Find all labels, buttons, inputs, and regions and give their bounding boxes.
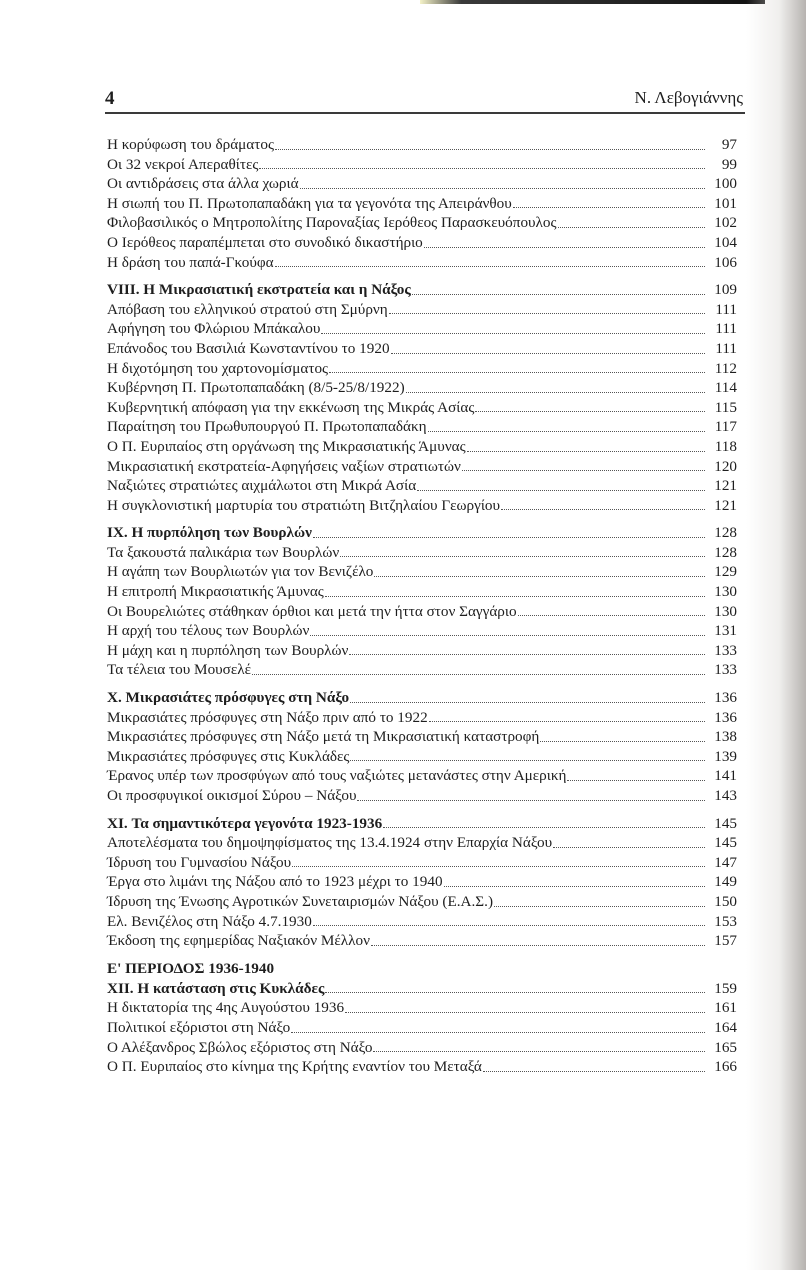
dot-leader	[292, 866, 705, 867]
dot-leader	[444, 886, 705, 887]
entry-page-number: 106	[714, 253, 737, 271]
entry-page-number: 131	[714, 622, 737, 640]
dot-leader	[494, 906, 705, 907]
toc-section	[107, 280, 737, 515]
entry-title: Η διχοτόμηση του χαρτονομίσματος	[107, 359, 329, 377]
toc-entry	[107, 872, 737, 892]
entry-page-number: 121	[714, 477, 737, 495]
page-edge-strip	[420, 0, 765, 4]
toc-entry	[107, 1018, 737, 1038]
entry-page-number: 111	[715, 300, 737, 318]
toc-entry	[107, 562, 737, 582]
entry-page-number: 138	[714, 728, 737, 746]
dot-leader	[428, 431, 705, 432]
entry-title: Η αρχή του τέλους των Βουρλών	[107, 622, 310, 640]
entry-page-number: 128	[714, 543, 737, 561]
entry-title: Έρανος υπέρ των προσφύγων από τους ναξιώτες μετανάστες στην Αμερική	[107, 767, 567, 785]
entry-title: Απόβαση του ελληνικού στρατού στη Σμύρνη	[107, 300, 388, 318]
entry-page-number: 100	[714, 175, 737, 193]
entry-title: Η αγάπη των Βουρλιωτών για τον Βενιζέλο	[107, 563, 374, 581]
dot-leader	[252, 674, 705, 675]
dot-leader	[275, 149, 705, 150]
toc-entry	[107, 253, 737, 273]
dot-leader	[417, 490, 705, 491]
dot-leader	[325, 992, 705, 993]
entry-title: Έργα στο λιμάνι της Νάξου από το 1923 μέχρι το 1940	[107, 873, 443, 891]
toc-entry	[107, 135, 737, 155]
toc-entry	[107, 194, 737, 214]
dot-leader	[275, 266, 705, 267]
dot-leader	[540, 741, 705, 742]
entry-page-number: 115	[714, 398, 737, 416]
dot-leader	[412, 294, 705, 295]
dot-leader	[518, 615, 705, 616]
entry-page-number: 129	[714, 563, 737, 581]
entry-page-number: 130	[714, 602, 737, 620]
toc-entry	[107, 786, 737, 806]
toc-entry	[107, 892, 737, 912]
toc-entry	[107, 378, 737, 398]
entry-page-number: 143	[714, 787, 737, 804]
toc-section	[107, 523, 737, 680]
entry-title: Τα ξακουστά παλικάρια των Βουρλών	[107, 543, 340, 561]
entry-title: Οι Βουρελιώτες στάθηκαν όρθιοι και μετά την ήττα στον Σαγγάριο	[107, 602, 517, 620]
dot-leader	[321, 333, 705, 334]
entry-title: Φιλοβασιλικός ο Μητροπολίτης Παροναξίας Ιερόθεος Παρασκευόπουλος	[107, 214, 557, 232]
toc-entry	[107, 319, 737, 339]
dot-leader	[553, 847, 705, 848]
toc-entry	[107, 853, 737, 873]
toc-entry	[107, 1038, 737, 1058]
toc-entry	[107, 417, 737, 437]
dot-leader	[513, 207, 705, 208]
toc-entry	[107, 766, 737, 786]
dot-leader	[350, 702, 705, 703]
chapter-title: VIII. Η Μικρασιατική εκστρατεία και η Νάξος	[107, 281, 411, 299]
toc-entry	[107, 660, 737, 680]
dot-leader	[349, 654, 705, 655]
entry-title: Μικρασιατική εκστρατεία-Αφηγήσεις ναξίων στρατιωτών	[107, 457, 461, 475]
dot-leader	[310, 635, 705, 636]
entry-title: Η σιωπή του Π. Πρωτοπαπαδάκη για τα γεγονότα της Απειράνθου	[107, 194, 512, 212]
toc-entry	[107, 359, 737, 379]
entry-title: Η δικτατορία της 4ης Αυγούστου 1936	[107, 999, 345, 1017]
dot-leader	[340, 556, 705, 557]
entry-title: Ίδρυση του Γυμνασίου Νάξου	[107, 853, 292, 871]
dot-leader	[371, 945, 705, 946]
toc-entry	[107, 543, 737, 563]
entry-page-number: 99	[721, 155, 737, 173]
entry-page-number: 161	[714, 999, 737, 1017]
dot-leader	[300, 188, 705, 189]
toc-entry	[107, 727, 737, 747]
entry-page-number: 136	[714, 689, 737, 707]
entry-title: Κυβέρνηση Π. Πρωτοπαπαδάκη (8/5-25/8/1922)	[107, 379, 405, 397]
dot-leader	[350, 760, 705, 761]
entry-page-number: 130	[714, 583, 737, 601]
entry-page-number: 117	[714, 418, 737, 436]
toc-section	[107, 688, 737, 806]
toc-chapter-entry	[107, 280, 737, 300]
dot-leader	[374, 576, 705, 577]
toc-entry	[107, 998, 737, 1018]
dot-leader	[567, 780, 705, 781]
toc-entry	[107, 931, 737, 951]
entry-title: Αφήγηση του Φλώριου Μπάκαλου	[107, 320, 321, 338]
toc-entry	[107, 912, 737, 932]
toc-chapter-entry	[107, 979, 737, 999]
dot-leader	[259, 168, 705, 169]
toc-chapter-entry	[107, 688, 737, 708]
entry-page-number: 136	[714, 708, 737, 726]
dot-leader	[345, 1012, 705, 1013]
entry-page-number: 118	[714, 437, 737, 455]
entry-title: Κυβερνητική απόφαση για την εκκένωση της Μικράς Ασίας	[107, 398, 475, 416]
dot-leader	[357, 800, 705, 801]
entry-title: Οι 32 νεκροί Απεραθίτες	[107, 155, 259, 173]
toc-chapter-entry	[107, 814, 737, 834]
entry-page-number: 133	[714, 641, 737, 659]
entry-title: Ο Ιερόθεος παραπέμπεται στο συνοδικό δικαστήριο	[107, 233, 423, 251]
toc-entry	[107, 602, 737, 622]
entry-page-number: 111	[715, 320, 737, 338]
dot-leader	[483, 1071, 705, 1072]
entry-title: Ίδρυση της Ένωσης Αγροτικών Συνεταιρισμών Νάξου (Ε.Α.Σ.)	[107, 892, 493, 910]
toc-chapter-entry	[107, 523, 737, 543]
toc-entry	[107, 621, 737, 641]
entry-page-number: 112	[714, 359, 737, 377]
entry-title: Ο Αλέξανδρος Σβώλος εξόριστος στη Νάξο	[107, 1038, 373, 1056]
toc-entry	[107, 833, 737, 853]
toc-entry	[107, 457, 737, 477]
toc-section	[107, 135, 737, 272]
entry-page-number: 145	[714, 814, 737, 832]
entry-title: Οι αντιδράσεις στα άλλα χωριά	[107, 175, 299, 193]
entry-title: Η κορύφωση του δράματος	[107, 136, 274, 153]
page-number: 4	[105, 88, 115, 109]
dot-leader	[383, 827, 705, 828]
entry-page-number: 104	[714, 233, 737, 251]
entry-page-number: 141	[714, 767, 737, 785]
dot-leader	[313, 925, 705, 926]
toc-entry	[107, 339, 737, 359]
dot-leader	[291, 1032, 705, 1033]
toc-entry	[107, 708, 737, 728]
dot-leader	[475, 411, 705, 412]
dot-leader	[406, 392, 705, 393]
entry-title: Μικρασιάτες πρόσφυγες στις Κυκλάδες	[107, 747, 350, 765]
entry-title: Ο Π. Ευριπαίος στη οργάνωση της Μικρασιατικής Άμυνας	[107, 437, 466, 455]
author-name: Ν. Λεβογιάννης	[634, 88, 743, 107]
toc-section	[107, 814, 737, 951]
entry-page-number: 139	[714, 747, 737, 765]
entry-page-number: 145	[714, 834, 737, 852]
entry-title: Η δράση του παπά-Γκούφα	[107, 253, 274, 271]
chapter-title: X. Μικρασιάτες πρόσφυγες στη Νάξο	[107, 689, 350, 707]
entry-title: Ο Π. Ευριπαίος στο κίνημα της Κρήτης εναντίον του Μεταξά	[107, 1058, 482, 1076]
entry-title: Ελ. Βενιζέλος στη Νάξο 4.7.1930	[107, 912, 312, 930]
page-gutter-shadow	[746, 0, 806, 1270]
entry-title: Παραίτηση του Πρωθυπουργού Π. Πρωτοπαπαδάκη	[107, 418, 427, 436]
dot-leader	[558, 227, 705, 228]
dot-leader	[429, 721, 705, 722]
entry-page-number: 157	[714, 932, 737, 950]
dot-leader	[373, 1051, 705, 1052]
chapter-title: XI. Τα σημαντικότερα γεγονότα 1923-1936	[107, 814, 383, 832]
toc-entry	[107, 1057, 737, 1077]
entry-title: Τα τέλεια του Μουσελέ	[107, 661, 251, 679]
entry-page-number: 159	[714, 979, 737, 997]
entry-title: Μικρασιάτες πρόσφυγες στη Νάξο πριν από το 1922	[107, 708, 428, 726]
entry-page-number: 97	[721, 136, 737, 153]
entry-page-number: 133	[714, 661, 737, 679]
entry-page-number: 109	[714, 281, 737, 299]
entry-page-number: 149	[714, 873, 737, 891]
table-of-contents	[107, 135, 737, 1085]
entry-title: Η επιτροπή Μικρασιατικής Άμυνας	[107, 583, 324, 601]
toc-entry	[107, 233, 737, 253]
entry-page-number: 120	[714, 457, 737, 475]
entry-page-number: 165	[714, 1038, 737, 1056]
entry-page-number: 164	[714, 1018, 737, 1036]
toc-entry	[107, 747, 737, 767]
dot-leader	[424, 247, 705, 248]
entry-page-number: 121	[714, 496, 737, 514]
running-header	[105, 88, 745, 114]
dot-leader	[391, 353, 705, 354]
toc-entry	[107, 476, 737, 496]
entry-page-number: 114	[714, 379, 737, 397]
toc-entry	[107, 437, 737, 457]
dot-leader	[313, 537, 705, 538]
entry-title: Έκδοση της εφημερίδας Ναξιακόν Μέλλον	[107, 932, 370, 950]
entry-page-number: 150	[714, 892, 737, 910]
toc-entry	[107, 300, 737, 320]
toc-entry	[107, 582, 737, 602]
chapter-title: XII. Η κατάσταση στις Κυκλάδες	[107, 979, 325, 997]
toc-section	[107, 959, 737, 1077]
entry-title: Η μάχη και η πυρπόληση των Βουρλών	[107, 641, 349, 659]
entry-title: Επάνοδος του Βασιλιά Κωνσταντίνου το 1920	[107, 339, 390, 357]
toc-entry	[107, 155, 737, 175]
entry-title: Οι προσφυγικοί οικισμοί Σύρου – Νάξου	[107, 787, 357, 804]
toc-entry	[107, 641, 737, 661]
toc-entry	[107, 213, 737, 233]
dot-leader	[325, 596, 705, 597]
toc-entry	[107, 174, 737, 194]
dot-leader	[467, 451, 705, 452]
entry-page-number: 128	[714, 524, 737, 542]
entry-page-number: 102	[714, 214, 737, 232]
entry-title: Μικρασιάτες πρόσφυγες στη Νάξο μετά τη Μικρασιατική καταστροφή	[107, 728, 540, 746]
chapter-title: IX. Η πυρπόληση των Βουρλών	[107, 524, 312, 542]
entry-title: Αποτελέσματα του δημοψηφίσματος της 13.4.1924 στην Επαρχία Νάξου	[107, 834, 553, 852]
entry-page-number: 153	[714, 912, 737, 930]
entry-page-number: 147	[714, 853, 737, 871]
entry-page-number: 166	[714, 1058, 737, 1076]
entry-page-number: 111	[715, 339, 737, 357]
entry-title: Η συγκλονιστική μαρτυρία του στρατιώτη Βιτζηλαίου Γεωργίου	[107, 496, 501, 514]
toc-entry	[107, 496, 737, 516]
dot-leader	[501, 509, 705, 510]
period-heading: Ε' ΠΕΡΙΟΔΟΣ 1936-1940	[107, 959, 275, 977]
entry-title: Πολιτικοί εξόριστοι στη Νάξο	[107, 1018, 291, 1036]
entry-page-number: 101	[714, 194, 737, 212]
dot-leader	[389, 313, 705, 314]
dot-leader	[462, 470, 705, 471]
toc-entry	[107, 398, 737, 418]
dot-leader	[329, 372, 705, 373]
entry-title: Ναξιώτες στρατιώτες αιχμάλωτοι στη Μικρά Ασία	[107, 477, 417, 495]
